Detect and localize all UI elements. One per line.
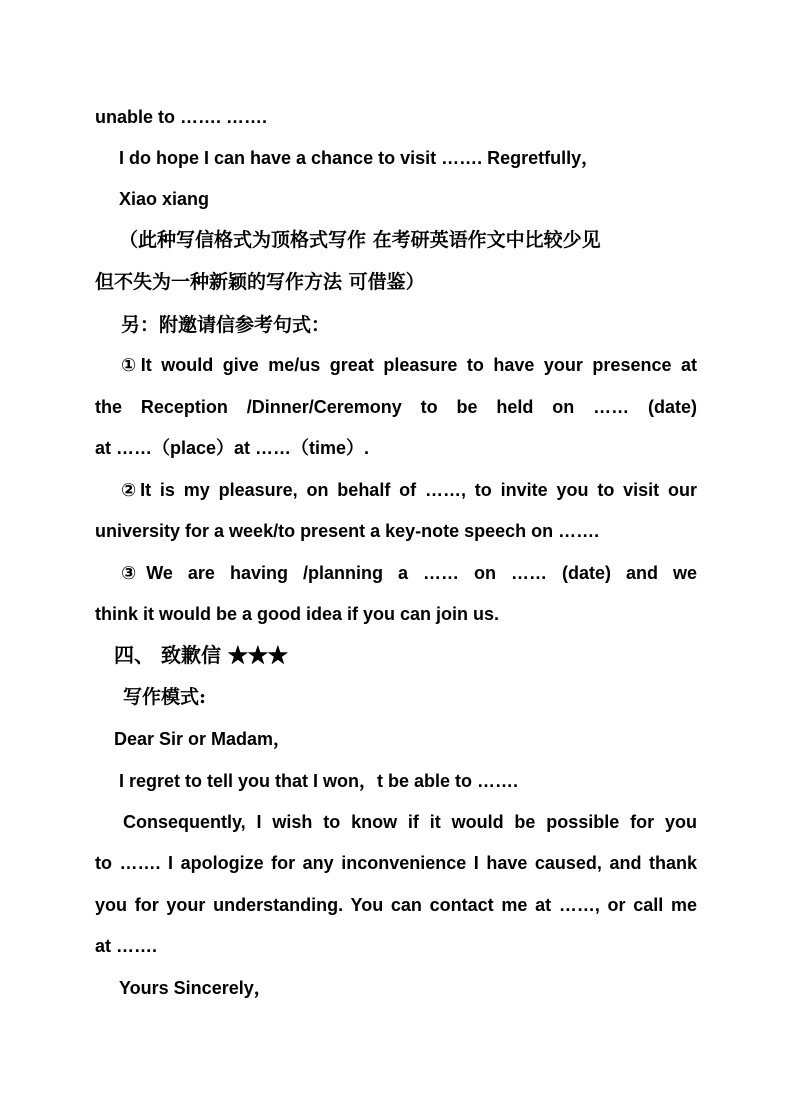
text-line: university for a week/to present a key-note speech on ……. [95,521,600,541]
text-line: you for your understanding. You can contact me at ……, or call me [95,895,697,915]
text-line: ②It is my pleasure, on behalf of ……, to invite you to visit our [121,480,697,500]
closing: Yours Sincerely， [119,978,272,998]
mode-label: 写作模式: [123,686,207,708]
text-line: I do hope I can have a chance to visit ……. Regretfully， [119,148,600,168]
text-line: Consequently, I wish to know if it would be possible for you [123,812,697,832]
section-subheading: 另：附邀请信参考句式： [121,314,331,336]
text-line: at ……（place）at ……（time）. [95,438,370,458]
note-line: （此种写信格式为顶格式写作 在考研英语作文中比较少见 [119,229,601,251]
text-line: think it would be a good idea if you can join us. [95,604,500,624]
salutation: Dear Sir or Madam， [114,729,292,749]
text-line: to ……. I apologize for any inconvenience I have caused, and thank [95,853,697,873]
text-line: the Reception /Dinner/Ceremony to be held on …… (date) [95,397,697,417]
text-line: I regret to tell you that I won，t be able to ……. [119,771,519,791]
section-title: 四、 致歉信 ★★★ [114,643,288,667]
signature-line: Xiao xiang [119,189,210,209]
note-line: 但不失为一种新颖的写作方法 可借鉴） [95,271,425,293]
text-line: at ……. [95,936,158,956]
text-line: ③We are having /planning a …… on …… (date) and we [121,563,697,583]
text-line: unable to ……. ……. [95,107,268,127]
text-line: ①It would give me/us great pleasure to have your presence at [121,355,697,375]
